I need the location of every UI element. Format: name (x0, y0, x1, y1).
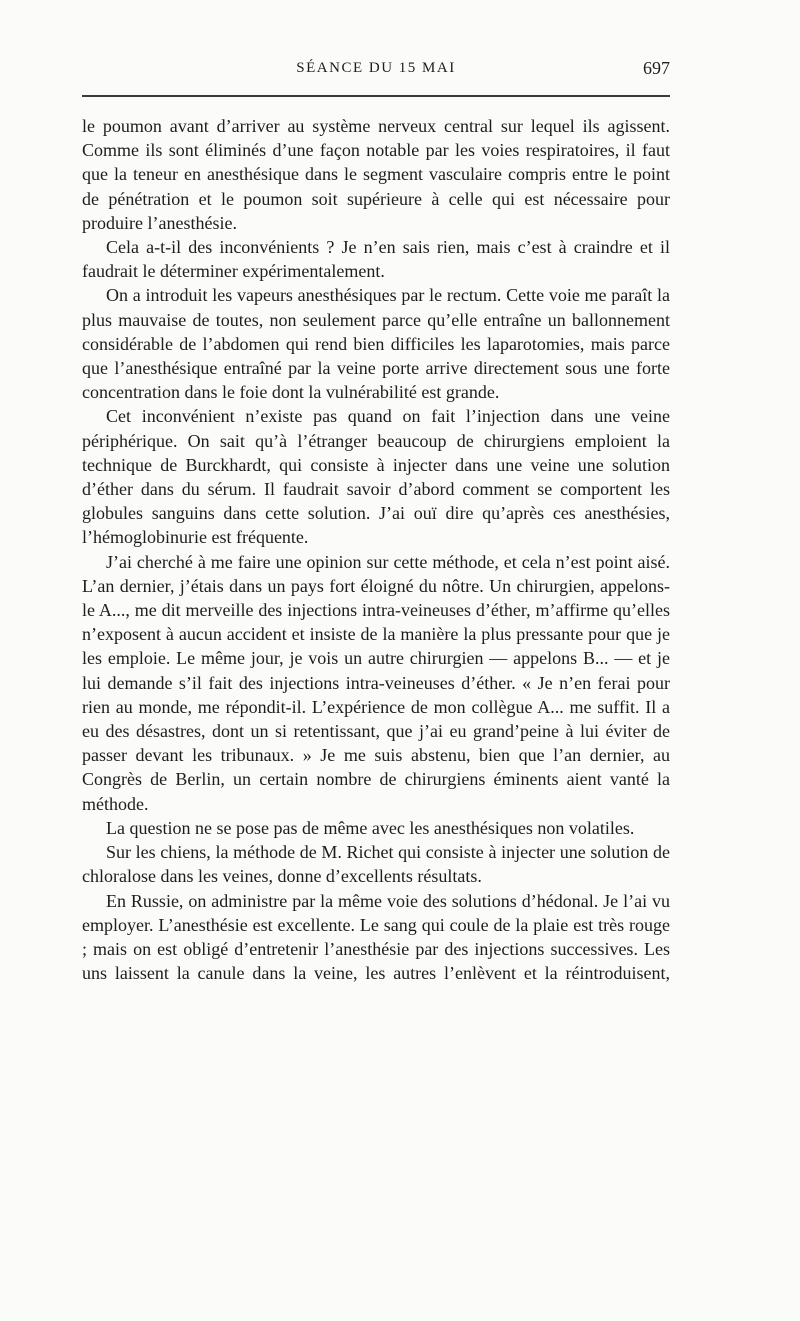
page-header (82, 0, 670, 96)
paragraph-1: le poumon avant d’arriver au système nerveux central sur lequel ils agissent. Comme ils sont éliminés d’une façon notable par les voies respiratoires, il faut que la teneur en anesthésique dans le segment vasculaire compris entre le point de pénétration et le poumon soit supérieure à celle qui est nécessaire pour produire l’anesthésie. (82, 116, 670, 233)
book-page (82, 0, 670, 985)
paragraph-5: J’ai cherché à me faire une opinion sur cette méthode, et cela n’est point aisé. L’an dernier, j’étais dans un pays fort éloigné du nôtre. Un chirurgien, appelons-le A..., me dit merveille des injections intra-veineuses d’éther, m’affirme qu’elles n’exposent à aucun accident et insiste de la manière la plus pressante pour que je les emploie. Le même jour, je vois un autre chirurgien — appelons B... — et je lui demande s’il fait des injections intra-veineuses d’éther. « Je n’en ferai pour rien au monde, me répondit-il. L’expérience de mon collègue A... me suffit. Il a eu des désastres, dont un si retentissant, que j’ai eu grand’peine à lui éviter de passer devant les tribunaux. » Je me suis abstenu, bien que l’an dernier, au Congrès de Berlin, un certain nombre de chirurgiens éminents aient vanté la méthode. (82, 551, 670, 814)
header-rule (82, 95, 670, 97)
page-number: 697 (643, 58, 670, 78)
running-title: SÉANCE DU 15 MAI (296, 60, 456, 76)
paragraph-8: En Russie, on administre par la même voie des solutions d’hédonal. Je l’ai vu employer. L’anesthésie est excellente. Le sang qui coule de la plaie est très rouge ; mais on est obligé d’entretenir l’anesthésie par des injections successives. Les uns laissent la canule dans la veine, les autres l’enlèvent et la réintroduisent, (82, 890, 670, 984)
paragraph-6: La question ne se pose pas de même avec les anesthésiques non volatiles. (106, 817, 635, 838)
paragraph-3: On a introduit les vapeurs anesthésiques par le rectum. Cette voie me paraît la plus mauvaise de toutes, non seulement parce qu’elle entraîne un ballonnement considérable de l’abdomen qui rend bien difficiles les laparotomies, mais parce que l’anesthésique entraîné par la veine porte arrive directement sous une forte concentration dans le foie dont la vulnérabilité est grande. (82, 285, 670, 403)
paragraph-2: Cela a-t-il des inconvénients ? Je n’en sais rien, mais c’est à craindre et il faudrait le déterminer expérimentalement. (82, 237, 670, 282)
paragraph-7: Sur les chiens, la méthode de M. Richet qui consiste à injecter une solution de chloralose dans les veines, donne d’excellents résultats. (82, 842, 670, 887)
body-text (82, 114, 670, 985)
paragraph-4: Cet inconvénient n’existe pas quand on fait l’injection dans une veine périphérique. On sait qu’à l’étranger beaucoup de chirurgiens emploient la technique de Burckhardt, qui consiste à injecter dans une veine une solution d’éther dans du sérum. Il faudrait savoir d’abord comment se comportent les globules sanguins dans cette solution. J’ai ouï dire qu’après ces anesthésies, l’hémoglobinurie est fréquente. (82, 406, 670, 548)
